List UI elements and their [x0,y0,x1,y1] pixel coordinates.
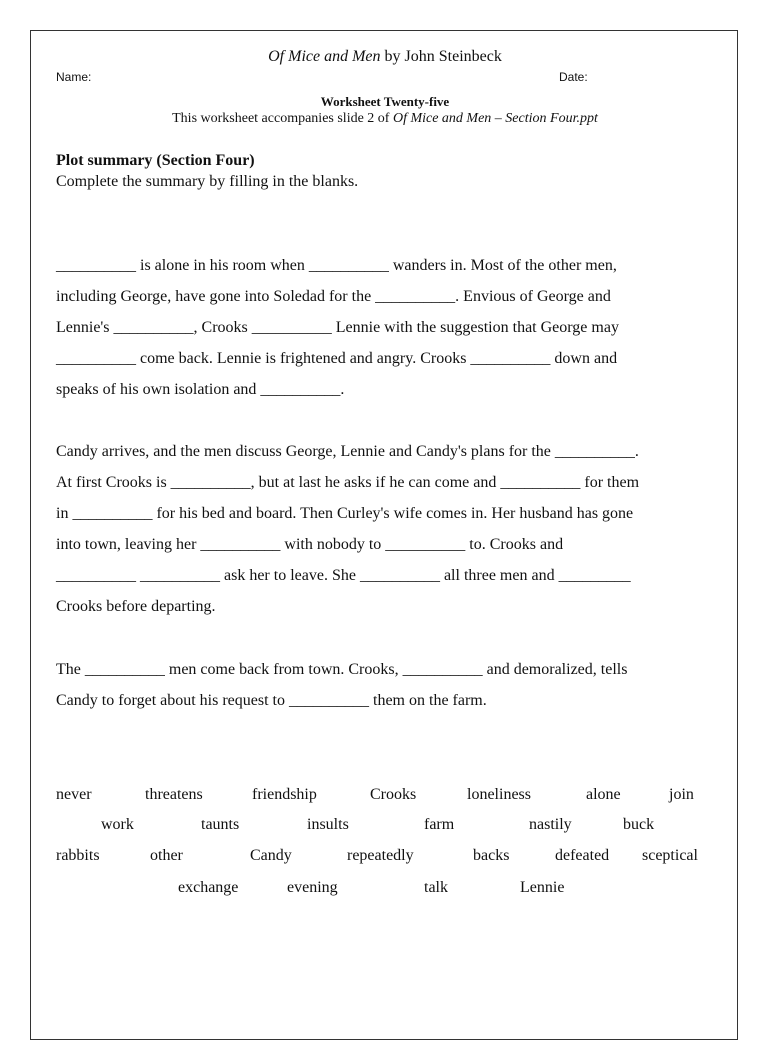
paragraph-3 [56,654,726,716]
name-label: Name: [56,70,92,84]
word-bank-item: alone [586,786,621,803]
paragraph-line: __________ is alone in his room when __________ wanders in. Most of the other men, [56,257,617,274]
word-bank-item: evening [287,879,338,896]
paragraph-line: Candy arrives, and the men discuss George, Lennie and Candy's plans for the __________. [56,443,639,460]
word-bank-item: sceptical [642,847,698,864]
paragraph-line: Lennie's __________, Crooks __________ Lennie with the suggestion that George may [56,319,619,336]
paragraph-line: speaks of his own isolation and __________. [56,381,345,398]
word-bank-item: loneliness [467,786,531,803]
word-bank-item: defeated [555,847,610,864]
section-heading: Plot summary (Section Four) [56,152,255,169]
word-bank-item: buck [623,816,655,833]
word-bank-item: join [669,786,694,803]
worksheet-subtitle [31,111,739,127]
paragraph-line: including George, have gone into Soledad for the __________. Envious of George and [56,288,611,305]
word-bank-item: never [56,786,92,803]
paragraph-2 [56,436,726,622]
book-author: by John Steinbeck [380,48,502,65]
word-bank-item: insults [307,816,349,833]
paragraph-line: __________ __________ ask her to leave. She __________ all three men and _________ [56,567,631,584]
word-bank-item: backs [473,847,510,864]
paragraph-line: in __________ for his bed and board. Then Curley's wife comes in. Her husband has gone [56,505,634,522]
word-bank-item: threatens [145,786,203,803]
worksheet-page [30,30,738,1040]
worksheet-title: Worksheet Twenty-five [320,94,450,109]
word-bank-item: rabbits [56,847,100,864]
word-bank-item: work [101,816,134,833]
paragraph-line: Crooks before departing. [56,598,216,615]
subtitle-source: Of Mice and Men – Section Four.ppt [392,111,598,126]
word-bank-item: other [150,847,183,864]
paragraph-line: __________ come back. Lennie is frightened and angry. Crooks __________ down and [56,350,618,367]
word-bank-item: farm [424,816,455,833]
book-title: Of Mice and Men [268,48,381,65]
word-bank-item: repeatedly [347,847,414,864]
word-bank-item: nastily [529,816,572,833]
word-bank-item: Lennie [520,879,565,896]
word-bank-item: taunts [201,816,240,833]
paragraph-line: At first Crooks is __________, but at last he asks if he can come and __________ for them [56,474,640,491]
word-bank-item: talk [424,879,448,896]
word-bank-item: Candy [250,847,292,864]
paragraph-1 [56,250,726,405]
word-bank-item: exchange [178,879,239,896]
word-bank-item: friendship [252,786,317,803]
document-title [31,48,739,66]
paragraph-line: into town, leaving her __________ with nobody to __________ to. Crooks and [56,536,564,553]
word-bank-item: Crooks [370,786,417,803]
instructions: Complete the summary by filling in the blanks. [56,173,359,190]
paragraph-line: The __________ men come back from town. Crooks, __________ and demoralized, tells [56,661,628,678]
date-label: Date: [559,70,588,84]
paragraph-line: Candy to forget about his request to __________ them on the farm. [56,692,487,709]
subtitle-prefix: This worksheet accompanies slide 2 of [172,111,393,126]
